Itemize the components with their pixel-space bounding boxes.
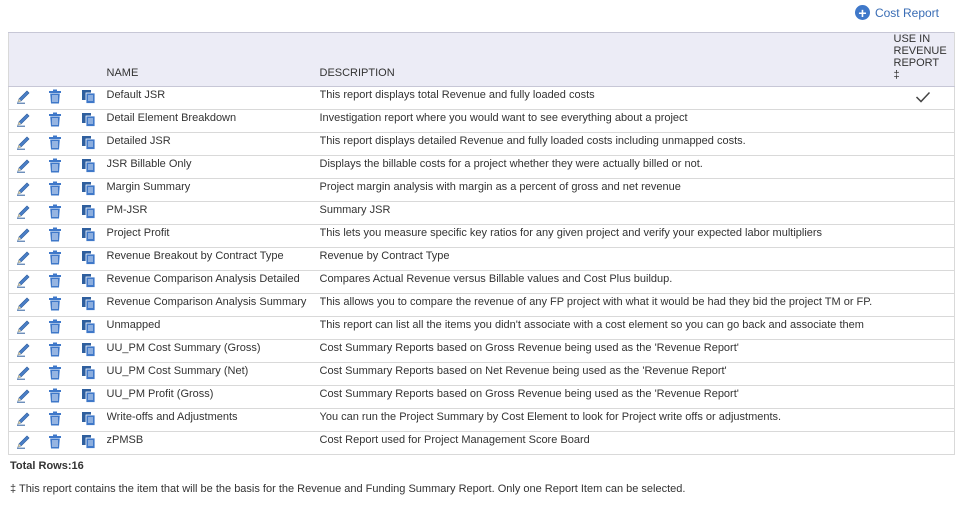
report-description-cell — [320, 202, 893, 225]
report-name: Write-offs and Adjustments — [106, 411, 238, 423]
use-in-revenue-cell[interactable] — [893, 248, 955, 271]
report-name: UU_PM Cost Summary (Gross) — [106, 342, 261, 354]
trash-icon[interactable] — [48, 319, 62, 337]
copy-icon[interactable] — [81, 365, 96, 383]
report-description: Project margin analysis with margin as a percent of gross and net revenue — [319, 181, 681, 193]
edit-cell — [9, 432, 39, 455]
use-in-revenue-cell[interactable] — [893, 87, 955, 110]
table-row — [9, 248, 955, 271]
edit-cell — [9, 363, 39, 386]
pencil-icon[interactable] — [16, 343, 32, 360]
trash-icon[interactable] — [48, 296, 62, 314]
table-row — [9, 202, 955, 225]
add-cost-report-label: Cost Report — [874, 5, 939, 20]
copy-cell — [71, 340, 107, 363]
delete-column-header — [39, 33, 71, 87]
copy-icon[interactable] — [81, 411, 96, 429]
trash-icon[interactable] — [48, 411, 62, 429]
pencil-icon[interactable] — [16, 136, 32, 153]
use-in-revenue-report-column-header[interactable] — [893, 33, 955, 87]
report-name-cell — [107, 156, 320, 179]
trash-icon[interactable] — [48, 204, 62, 222]
report-description: Summary JSR — [319, 204, 391, 216]
report-name: PM-JSR — [106, 204, 148, 216]
edit-cell — [9, 294, 39, 317]
pencil-icon[interactable] — [16, 297, 32, 314]
copy-icon[interactable] — [81, 204, 96, 222]
edit-cell — [9, 87, 39, 110]
copy-cell — [71, 294, 107, 317]
delete-cell — [39, 317, 71, 340]
table-row — [9, 409, 955, 432]
trash-icon[interactable] — [48, 273, 62, 291]
report-name: Project Profit — [106, 227, 170, 239]
delete-cell — [39, 133, 71, 156]
copy-cell — [71, 432, 107, 455]
use-in-revenue-cell[interactable] — [893, 225, 955, 248]
report-name: JSR Billable Only — [106, 158, 192, 170]
report-description-cell — [320, 340, 893, 363]
report-description-cell — [320, 110, 893, 133]
copy-icon[interactable] — [81, 158, 96, 176]
edit-cell — [9, 409, 39, 432]
report-description: Cost Report used for Project Management Score Board — [319, 434, 590, 446]
edit-cell — [9, 271, 39, 294]
use-in-revenue-cell[interactable] — [893, 386, 955, 409]
report-description-cell — [320, 409, 893, 432]
table-row — [9, 133, 955, 156]
footnote: ‡ This report contains the item that will be the basis for the Revenue and Funding Summary Report. Only one Report Item can be selected. — [10, 483, 686, 495]
report-description-cell — [320, 432, 893, 455]
checkmark-icon — [915, 91, 931, 106]
table-header-row — [9, 33, 955, 87]
report-name-cell — [107, 340, 320, 363]
copy-icon[interactable] — [81, 319, 96, 337]
report-name-cell — [107, 87, 320, 110]
report-description: This report displays total Revenue and fully loaded costs — [319, 89, 595, 101]
report-name-cell — [107, 386, 320, 409]
edit-cell — [9, 386, 39, 409]
delete-cell — [39, 87, 71, 110]
delete-cell — [39, 340, 71, 363]
pencil-icon[interactable] — [16, 90, 32, 107]
use-in-revenue-cell[interactable] — [893, 133, 955, 156]
cost-reports-table — [8, 32, 955, 455]
edit-cell — [9, 202, 39, 225]
pencil-icon[interactable] — [16, 320, 32, 337]
pencil-icon[interactable] — [16, 251, 32, 268]
report-description: Cost Summary Reports based on Net Revenue being used as the 'Revenue Report' — [319, 365, 727, 377]
table-body — [9, 87, 955, 455]
report-description-cell — [320, 225, 893, 248]
copy-cell — [71, 156, 107, 179]
edit-cell — [9, 133, 39, 156]
table-row — [9, 179, 955, 202]
report-name-cell — [107, 225, 320, 248]
report-description-cell — [320, 87, 893, 110]
copy-cell — [71, 386, 107, 409]
report-name-cell — [107, 317, 320, 340]
copy-icon[interactable] — [81, 296, 96, 314]
report-description: Cost Summary Reports based on Gross Revenue being used as the 'Revenue Report' — [319, 342, 739, 354]
report-name-cell — [107, 363, 320, 386]
report-name-cell — [107, 110, 320, 133]
report-description: Displays the billable costs for a project whether they were actually billed or not. — [319, 158, 703, 170]
table-row — [9, 87, 955, 110]
report-name-cell — [107, 202, 320, 225]
report-description: You can run the Project Summary by Cost Element to look for Project write offs or adjustments. — [319, 411, 782, 423]
edit-cell — [9, 179, 39, 202]
delete-cell — [39, 386, 71, 409]
copy-cell — [71, 110, 107, 133]
trash-icon[interactable] — [48, 135, 62, 153]
total-rows: Total Rows:16 — [10, 460, 84, 472]
pencil-icon[interactable] — [16, 389, 32, 406]
report-description: Investigation report where you would want to see everything about a project — [319, 112, 688, 124]
report-description-cell — [320, 317, 893, 340]
use-in-revenue-cell[interactable] — [893, 156, 955, 179]
description-column-header[interactable]: DESCRIPTION — [320, 33, 893, 87]
report-name-cell — [107, 432, 320, 455]
delete-cell — [39, 179, 71, 202]
table-row — [9, 156, 955, 179]
report-description-cell — [320, 248, 893, 271]
report-name: Unmapped — [106, 319, 161, 331]
report-description-cell — [320, 294, 893, 317]
pencil-icon[interactable] — [16, 435, 32, 452]
trash-icon[interactable] — [48, 227, 62, 245]
report-name: zPMSB — [106, 434, 144, 446]
delete-cell — [39, 271, 71, 294]
report-name: Detail Element Breakdown — [106, 112, 237, 124]
report-name-cell — [107, 294, 320, 317]
report-description: This allows you to compare the revenue of any FP project with what it would be had they bid the project TM or FP. — [319, 296, 873, 308]
copy-cell — [71, 248, 107, 271]
report-description: Compares Actual Revenue versus Billable values and Cost Plus buildup. — [319, 273, 673, 285]
pencil-icon[interactable] — [16, 205, 32, 222]
add-cost-report-button[interactable] — [855, 5, 939, 20]
copy-cell — [71, 133, 107, 156]
report-name-cell — [107, 179, 320, 202]
pencil-icon[interactable] — [16, 366, 32, 383]
use-in-revenue-cell[interactable] — [893, 202, 955, 225]
report-description: Cost Summary Reports based on Gross Revenue being used as the 'Revenue Report' — [319, 388, 739, 400]
copy-icon[interactable] — [81, 227, 96, 245]
table-row — [9, 432, 955, 455]
delete-cell — [39, 248, 71, 271]
copy-icon[interactable] — [81, 250, 96, 268]
copy-cell — [71, 179, 107, 202]
copy-cell — [71, 363, 107, 386]
trash-icon[interactable] — [48, 158, 62, 176]
copy-icon[interactable] — [81, 388, 96, 406]
copy-icon[interactable] — [81, 434, 96, 452]
plus-circle-icon: + — [855, 5, 870, 20]
copy-cell — [71, 225, 107, 248]
copy-cell — [71, 271, 107, 294]
report-name: UU_PM Cost Summary (Net) — [106, 365, 249, 377]
report-description-cell — [320, 179, 893, 202]
report-description-cell — [320, 133, 893, 156]
table-row — [9, 225, 955, 248]
use-header-line-2: REVENUE — [893, 45, 947, 57]
report-name-cell — [107, 133, 320, 156]
report-description-cell — [320, 156, 893, 179]
copy-cell — [71, 202, 107, 225]
report-name-cell — [107, 409, 320, 432]
report-name-cell — [107, 271, 320, 294]
table-row — [9, 340, 955, 363]
edit-cell — [9, 110, 39, 133]
copy-cell — [71, 317, 107, 340]
use-header-line-4: ‡ — [893, 69, 900, 81]
use-in-revenue-cell[interactable] — [893, 271, 955, 294]
trash-icon[interactable] — [48, 250, 62, 268]
pencil-icon[interactable] — [16, 228, 32, 245]
use-in-revenue-cell[interactable] — [893, 294, 955, 317]
delete-cell — [39, 202, 71, 225]
use-header-line-1: USE IN — [893, 33, 931, 45]
edit-cell — [9, 225, 39, 248]
use-in-revenue-cell[interactable] — [893, 409, 955, 432]
use-in-revenue-cell[interactable] — [893, 110, 955, 133]
copy-icon[interactable] — [81, 112, 96, 130]
report-name: Default JSR — [106, 89, 166, 101]
report-name-cell — [107, 248, 320, 271]
name-column-header[interactable]: NAME — [107, 33, 320, 87]
table-row — [9, 271, 955, 294]
report-name: Detailed JSR — [106, 135, 171, 147]
report-description-cell — [320, 363, 893, 386]
use-in-revenue-cell[interactable] — [893, 432, 955, 455]
use-header-line-3: REPORT — [893, 57, 940, 69]
copy-column-header — [71, 33, 107, 87]
copy-icon[interactable] — [81, 135, 96, 153]
delete-cell — [39, 225, 71, 248]
table-row — [9, 386, 955, 409]
use-in-revenue-cell[interactable] — [893, 363, 955, 386]
table-row — [9, 363, 955, 386]
trash-icon[interactable] — [48, 89, 62, 107]
delete-cell — [39, 156, 71, 179]
edit-cell — [9, 156, 39, 179]
use-in-revenue-cell[interactable] — [893, 340, 955, 363]
edit-cell — [9, 248, 39, 271]
trash-icon[interactable] — [48, 112, 62, 130]
table-row — [9, 317, 955, 340]
report-name: Margin Summary — [106, 181, 191, 193]
trash-icon[interactable] — [48, 181, 62, 199]
trash-icon[interactable] — [48, 388, 62, 406]
report-name: Revenue Comparison Analysis Summary — [106, 296, 307, 308]
report-name: Revenue Comparison Analysis Detailed — [106, 273, 300, 285]
report-description-cell — [320, 271, 893, 294]
delete-cell — [39, 363, 71, 386]
pencil-icon[interactable] — [16, 159, 32, 176]
copy-icon[interactable] — [81, 342, 96, 360]
copy-icon[interactable] — [81, 181, 96, 199]
report-description-cell — [320, 386, 893, 409]
delete-cell — [39, 432, 71, 455]
pencil-icon[interactable] — [16, 274, 32, 291]
delete-cell — [39, 110, 71, 133]
use-in-revenue-cell[interactable] — [893, 317, 955, 340]
report-description: This report displays detailed Revenue and fully loaded costs including unmapped costs. — [319, 135, 746, 147]
report-description: This report can list all the items you didn't associate with a cost element so you can go back and associate them — [319, 319, 864, 331]
pencil-icon[interactable] — [16, 113, 32, 130]
copy-cell — [71, 87, 107, 110]
report-name: UU_PM Profit (Gross) — [106, 388, 214, 400]
pencil-icon[interactable] — [16, 412, 32, 429]
trash-icon[interactable] — [48, 434, 62, 452]
trash-icon[interactable] — [48, 342, 62, 360]
edit-cell — [9, 317, 39, 340]
edit-cell — [9, 340, 39, 363]
report-description: Revenue by Contract Type — [319, 250, 450, 262]
copy-cell — [71, 409, 107, 432]
delete-cell — [39, 409, 71, 432]
delete-cell — [39, 294, 71, 317]
table-row — [9, 294, 955, 317]
report-name: Revenue Breakout by Contract Type — [106, 250, 284, 262]
table-row — [9, 110, 955, 133]
use-in-revenue-cell[interactable] — [893, 179, 955, 202]
report-description: This lets you measure specific key ratios for any given project and verify your expected labor multipliers — [319, 227, 823, 239]
edit-column-header — [9, 33, 39, 87]
trash-icon[interactable] — [48, 365, 62, 383]
copy-icon[interactable] — [81, 89, 96, 107]
pencil-icon[interactable] — [16, 182, 32, 199]
copy-icon[interactable] — [81, 273, 96, 291]
